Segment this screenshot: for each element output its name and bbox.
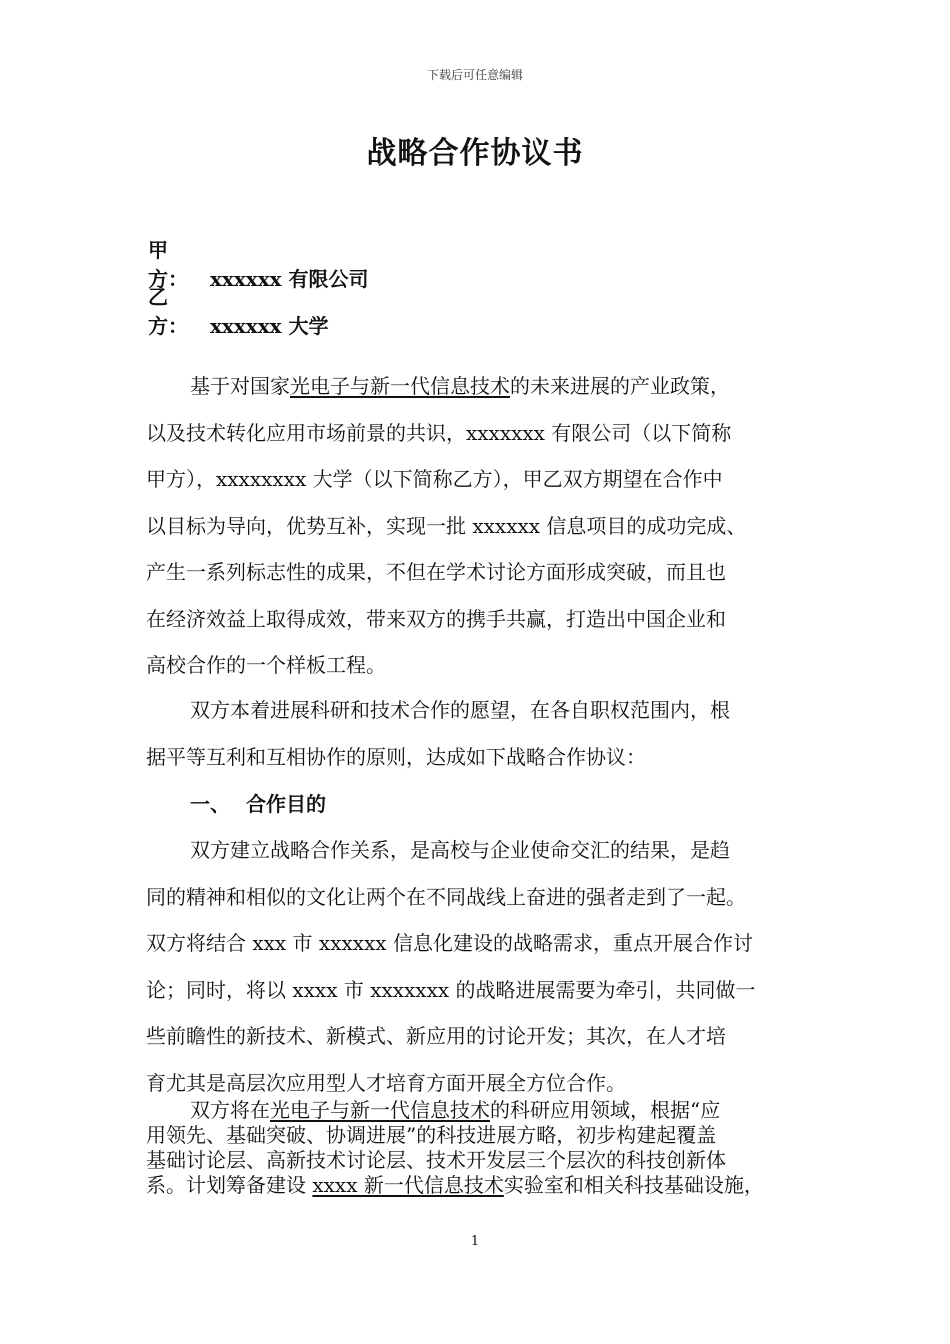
text-run: 的未来进展的产业政策， (510, 374, 730, 398)
paragraph-line: 基础讨论层、高新技术讨论层、技术开发层三个层次的科技创新体 (146, 1148, 726, 1172)
paragraph-line: 同的精神和相似的文化让两个在不同战线上奋进的强者走到了一起。 (146, 884, 746, 909)
page-number: 1 (470, 1234, 480, 1249)
paragraph-line: 些前瞻性的新技术、新模式、新应用的讨论开发；其次，在人才培 (146, 1024, 726, 1048)
paragraph-line: 据平等互利和互相协作的原则，达成如下战略合作协议： (146, 744, 646, 769)
section-heading (190, 788, 326, 817)
paragraph-line: 双方建立战略合作关系，是高校与企业使命交汇的结果，是趋 (190, 838, 730, 862)
party-b (148, 281, 329, 339)
paragraph-background (146, 363, 808, 689)
text-run: 系。计划筹备建设 (146, 1173, 313, 1197)
party-a-value: xxxxxx 有限公司 (210, 267, 369, 291)
paragraph-line: 产生一系列标志性的成果，不但在学术讨论方面形成突破，而且也 (146, 560, 726, 584)
paragraph-line: 以目标为导向，优势互补，实现一批 xxxxxx 信息项目的成功完成、 (146, 513, 747, 538)
paragraph-line: 以及技术转化应用市场前景的共识，xxxxxxx 有限公司（以下简称 (146, 420, 732, 445)
underlined-text: 光电子与新一代信息技术 (290, 374, 510, 398)
underlined-text: 光电子与新一代信息技术 (270, 1098, 490, 1122)
party-b-value: xxxxxx 大学 (210, 314, 329, 338)
paragraph-line: 用领先、基础突破、协调进展”的科技进展方略，初步构建起覆盖 (146, 1123, 717, 1147)
party-a-label: 甲 方： (148, 238, 188, 291)
text-run: 双方将在 (190, 1098, 270, 1122)
text-run: 基于对国家 (190, 374, 290, 398)
paragraph-line: 高校合作的一个样板工程。 (146, 653, 386, 677)
header-note: 下载后可任意编辑 (426, 68, 523, 82)
paragraph-research (146, 1098, 808, 1198)
paragraph-line: 论；同时，将以 xxxx 市 xxxxxxx 的战略进展需要为牵引，共同做一 (146, 977, 756, 1002)
section-title: 合作目的 (246, 792, 326, 816)
document-title: 战略合作协议书 (366, 136, 584, 171)
paragraph-line: 双方将结合 xxx 市 xxxxxx 信息化建设的战略需求，重点开展合作讨 (146, 931, 753, 955)
paragraph-line: 在经济效益上取得成效，带来双方的携手共赢，打造出中国企业和 (146, 606, 726, 631)
text-run: 实验室和相关科技基础设施， (503, 1173, 764, 1197)
paragraph-line (146, 1098, 808, 1123)
paragraph-line: 育尤其是高层次应用型人才培育方面开展全方位合作。 (146, 1070, 626, 1095)
text-run: 的科研应用领域，根据“应 (490, 1098, 721, 1122)
paragraph-purpose (146, 827, 808, 1106)
underlined-text: xxxx 新一代信息技术 (312, 1173, 504, 1197)
paragraph-line (146, 363, 808, 410)
party-b-label: 乙 方： (148, 285, 188, 338)
paragraph-line (146, 1173, 808, 1198)
paragraph-intent (146, 687, 808, 780)
paragraph-line: 双方本着进展科研和技术合作的愿望，在各自职权范围内，根 (190, 698, 730, 722)
paragraph-line: 甲方），xxxxxxxx 大学（以下简称乙方），甲乙双方期望在合作中 (146, 467, 723, 491)
section-number: 一、 (190, 792, 230, 816)
